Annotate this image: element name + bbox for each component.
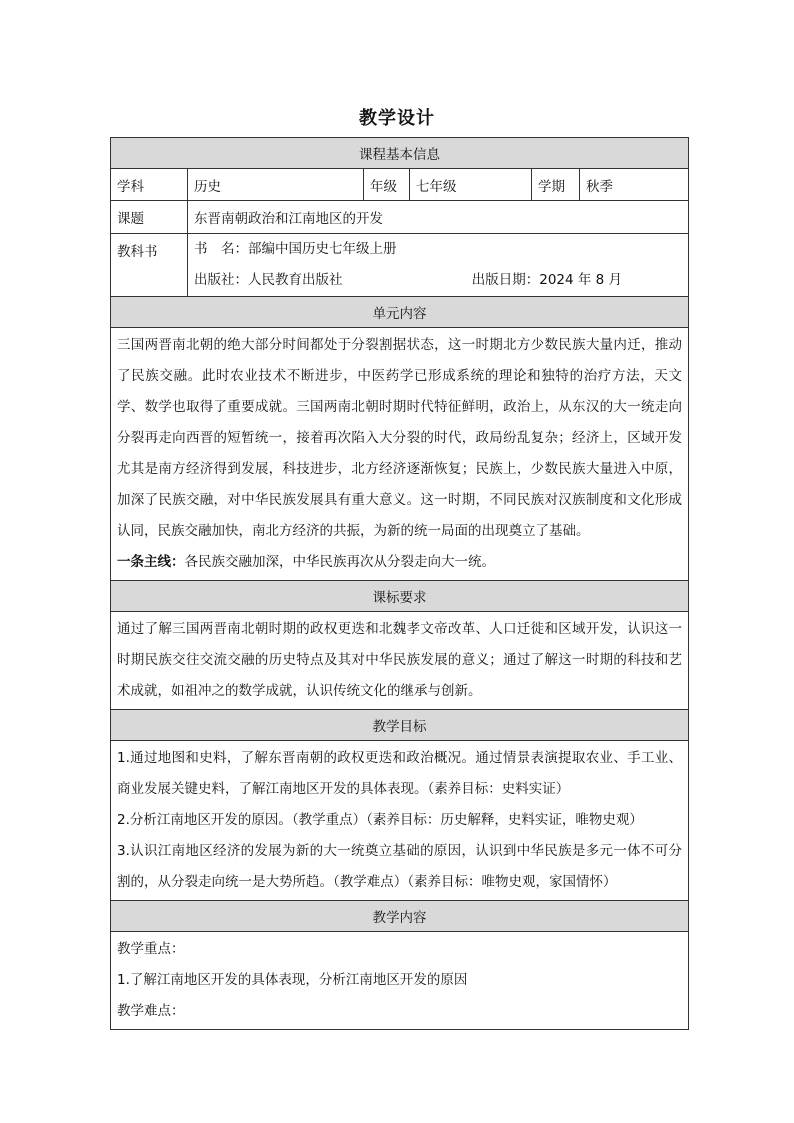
subject-label: 学科 — [111, 169, 188, 201]
goal-item: 3.认识江南地区经济的发展为新的大一统奠立基础的原因，认识到中华民族是多元一体不可分割的，从分裂走向统一是大势所趋。（教学难点）（素养目标：唯物史观，家国情怀） — [117, 843, 683, 890]
mainline-text: 各民族交融加深，中华民族再次从分裂走向大一统。 — [184, 554, 495, 570]
textbook-label: 教科书 — [111, 234, 188, 297]
goal-item: 2.分析江南地区开发的原因。（教学重点）（素养目标：历史解释，史料实证，唯物史观） — [117, 812, 643, 828]
publisher: 出版社：人民教育出版社 — [194, 272, 343, 288]
textbook-info — [188, 234, 689, 297]
lesson-plan-table — [110, 137, 689, 1030]
goals-list — [111, 741, 689, 901]
page-title: 教学设计 — [359, 108, 435, 129]
term-label: 学期 — [532, 169, 580, 201]
section-standard: 课标要求 — [111, 581, 689, 612]
grade-value: 七年级 — [410, 169, 532, 201]
section-basic-info: 课程基本信息 — [111, 138, 689, 169]
section-unit: 单元内容 — [111, 297, 689, 328]
book-name: 书 名：部编中国历史七年级上册 — [194, 241, 397, 257]
term-value: 秋季 — [580, 169, 689, 201]
publish-date: 出版日期：2024 年 8 月 — [471, 272, 623, 288]
content-list — [111, 932, 689, 1030]
mainline-label: 一条主线： — [117, 554, 185, 570]
topic-value: 东晋南朝政治和江南地区的开发 — [188, 201, 689, 234]
standard-text: 通过了解三国两晋南北朝时期的政权更迭和北魏孝文帝改革、人口迁徙和区域开发，认识这一时期民族交往交流交融的历史特点及其对中华民族发展的意义；通过了解这一时期的科技和艺术成就，如祖冲之的数学成就，认识传统文化的继承与创新。 — [111, 612, 689, 710]
grade-label: 年级 — [364, 169, 410, 201]
section-content: 教学内容 — [111, 901, 689, 932]
publisher-row — [194, 265, 682, 296]
subject-value: 历史 — [188, 169, 364, 201]
goal-item: 1.通过地图和史料，了解东晋南朝的政权更迭和政治概况。通过情景表演提取农业、手工业、商业发展关键史料，了解江南地区开发的具体表现。（素养目标：史料实证） — [117, 750, 683, 797]
content-line: 1.了解江南地区开发的具体表现，分析江南地区开发的原因 — [117, 972, 468, 988]
content-line: 教学重点： — [117, 941, 185, 957]
unit-text: 三国两晋南北朝的绝大部分时间都处于分裂割据状态，这一时期北方少数民族大量内迁，推动了民族交融。此时农业技术不断进步，中医药学已形成系统的理论和独特的治疗方法，天文学、数学也取得了重要成就。三国两南北朝时期时代特征鲜明，政治上，从东汉的大一统走向分裂再走向西晋的短暂统一，接着再次陷入大分裂的时代，政局纷乱复杂；经济上，区域开发尤其是南方经济得到发展，科技进步，北方经济逐渐恢复；民族上，少数民族大量进入中原，加深了民族交融，对中华民族发展具有重大意义。这一时期，不同民族对汉族制度和文化形成认同，民族交融加快，南北方经济的共振，为新的统一局面的出现奠立了基础。 — [117, 337, 683, 539]
content-line: 教学难点： — [117, 1003, 185, 1019]
unit-content — [111, 328, 689, 581]
topic-label: 课题 — [111, 201, 188, 234]
section-goals: 教学目标 — [111, 710, 689, 741]
